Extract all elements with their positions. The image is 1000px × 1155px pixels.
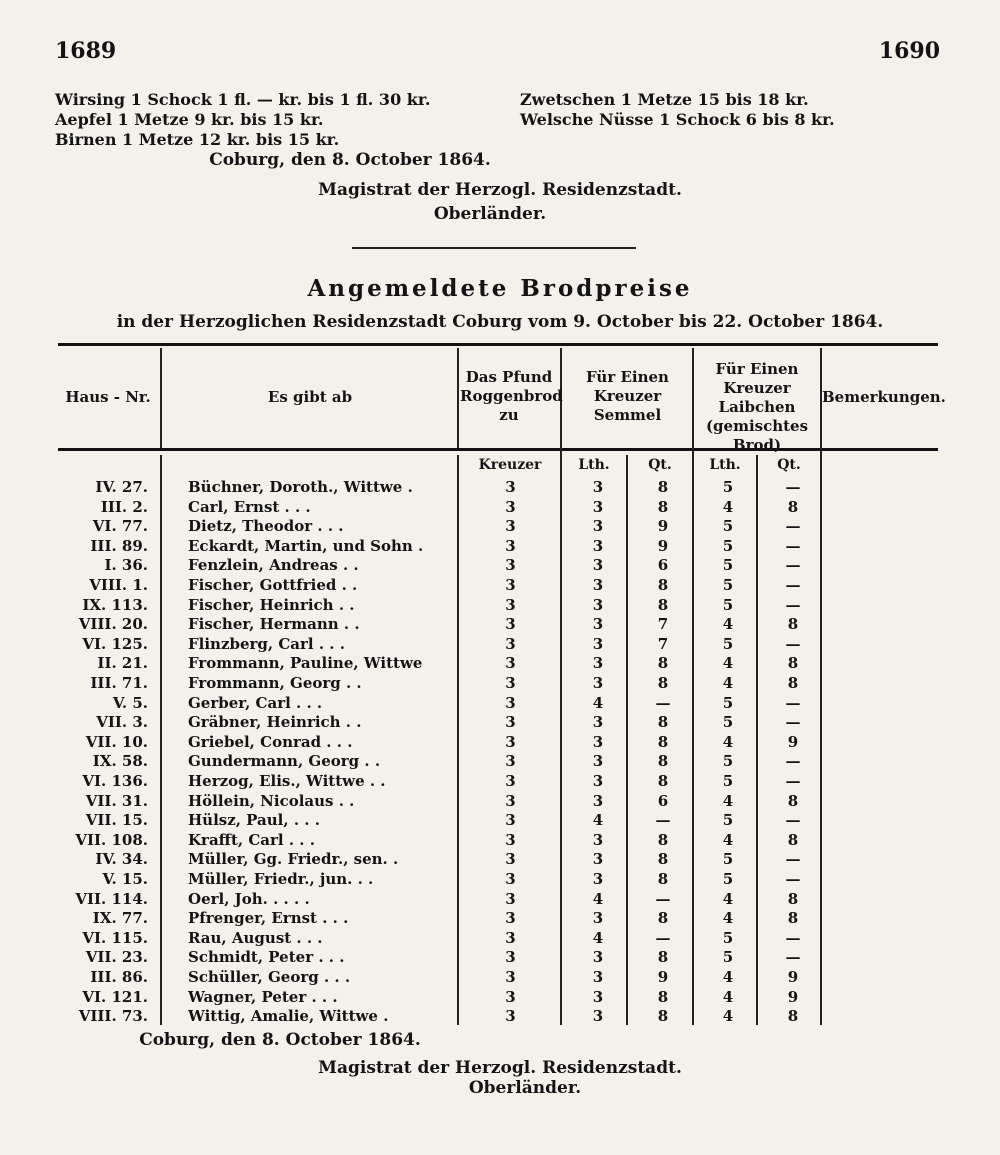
roggen-price-cell: 3 [505,732,516,751]
haus-cell: IX. 77. [92,909,148,928]
table-row [58,752,938,772]
laibchen-loth-cell: 4 [722,654,734,673]
laibchen-loth-cell: 5 [722,556,734,575]
roggen-price-cell: 3 [505,576,516,594]
name-cell: Eckardt, Martin, und Sohn . [188,536,424,555]
haus-cell: VI. 115. [82,928,148,947]
price-line: Birnen 1 Metze 12 kr. bis 15 kr. [55,130,340,149]
laibchen-quent-cell: — [785,713,801,732]
haus-cell: VI. 77. [92,517,148,536]
price-line: Welsche Nüsse 1 Schock 6 bis 8 kr. [520,110,835,129]
roggen-price-cell: 3 [505,615,516,634]
haus-cell: VII. 31. [85,791,148,810]
laibchen-quent-cell: 8 [787,889,799,908]
semmel-loth-cell: 3 [592,752,604,771]
semmel-quent-cell: — [655,693,671,712]
roggen-price-cell: 3 [505,497,516,516]
semmel-quent-cell: 9 [657,536,669,555]
semmel-quent-cell: — [655,928,671,947]
roggen-price-cell: 3 [505,654,516,673]
roggen-price-cell: 3 [505,791,516,810]
bread-prices-subtitle: in der Herzoglichen Residenzstadt Coburg vom 9. October bis 22. October 1864. [116,312,884,332]
page-number-left: 1689 [55,38,117,64]
roggen-price-cell: 3 [505,752,516,771]
laibchen-quent-cell: 8 [787,654,799,673]
haus-cell: III. 2. [100,497,148,516]
roggen-price-cell: 3 [505,948,516,967]
semmel-loth-cell: 3 [592,968,604,986]
price-line: Wirsing 1 Schock 1 fl. — kr. bis 1 fl. 30 kr. [55,90,431,109]
haus-cell: VII. 10. [85,732,148,751]
roggen-price-cell: 3 [505,556,516,575]
name-cell: Höllein, Nicolaus . . [188,791,355,810]
laibchen-quent-cell: 8 [787,615,799,634]
haus-cell: VI. 125. [82,634,148,653]
roggen-price-cell: 3 [505,987,516,1006]
roggen-price-cell: 3 [505,1007,516,1026]
table-row [58,615,938,635]
laibchen-quent-cell: — [785,850,801,869]
laibchen-quent-cell: — [785,870,801,888]
name-cell: Hülsz, Paul, . . . [188,811,320,830]
table-row [58,537,938,557]
haus-cell: VIII. 1. [89,576,148,594]
header-haus: Haus - Nr. [65,388,151,406]
haus-cell: VII. 108. [75,830,148,849]
name-cell: Müller, Friedr., jun. . . [188,870,374,888]
semmel-loth-cell: 3 [592,1007,604,1026]
haus-cell: VI. 136. [82,772,148,790]
table-row [58,792,938,812]
semmel-loth-cell: 4 [592,693,604,712]
haus-cell: VI. 121. [82,987,148,1006]
name-cell: Carl, Ernst . . . [188,497,311,516]
unit-roggen: Kreuzer [478,457,542,473]
semmel-loth-cell: 3 [592,830,604,849]
name-cell: Frommann, Georg . . [188,674,362,692]
name-cell: Schmidt, Peter . . . [188,948,345,967]
roggen-price-cell: 3 [505,928,516,947]
table-row [58,498,938,518]
unit-semmel-quent: Qt. [648,457,672,473]
laibchen-quent-cell: 8 [787,497,799,516]
laibchen-loth-cell: 4 [722,987,734,1006]
table-row [58,988,938,1008]
roggen-price-cell: 3 [505,634,516,653]
haus-cell: VII. 15. [85,811,148,830]
haus-cell: IX. 58. [92,752,148,771]
semmel-loth-cell: 3 [592,517,604,536]
notice2-date: Coburg, den 8. October 1864. [139,1030,421,1050]
semmel-quent-cell: 8 [657,850,669,869]
column-divider [457,348,459,448]
laibchen-loth-cell: 4 [722,732,734,751]
semmel-quent-cell: 8 [657,830,669,849]
laibchen-quent-cell: — [785,752,801,771]
name-cell: Müller, Gg. Friedr., sen. . [188,850,399,869]
haus-cell: V. 15. [102,870,148,888]
laibchen-quent-cell: 8 [787,909,799,928]
laibchen-loth-cell: 5 [722,693,734,712]
laibchen-loth-cell: 5 [722,772,734,790]
laibchen-loth-cell: 4 [722,497,734,516]
semmel-quent-cell: 8 [657,909,669,928]
table-row [58,831,938,851]
roggen-price-cell: 3 [505,870,516,888]
name-cell: Herzog, Elis., Wittwe . . [188,772,386,790]
semmel-loth-cell: 3 [592,713,604,732]
laibchen-quent-cell: — [785,948,801,967]
roggen-price-cell: 3 [505,850,516,869]
laibchen-quent-cell: 9 [787,968,799,986]
laibchen-quent-cell: — [785,576,801,594]
table-row [58,890,938,910]
laibchen-loth-cell: 4 [722,674,734,692]
semmel-quent-cell: 8 [657,870,669,888]
roggen-price-cell: 3 [505,772,516,790]
semmel-loth-cell: 3 [592,654,604,673]
semmel-loth-cell: 4 [592,928,604,947]
semmel-loth-cell: 3 [592,576,604,594]
semmel-loth-cell: 3 [592,634,604,653]
laibchen-loth-cell: 4 [722,791,734,810]
table-row [58,870,938,890]
bread-prices-title: Angemeldete Brodpreise [307,275,693,302]
laibchen-quent-cell: — [785,928,801,947]
semmel-quent-cell: 8 [657,772,669,790]
name-cell: Griebel, Conrad . . . [188,732,353,751]
semmel-loth-cell: 3 [592,556,604,575]
name-cell: Schüller, Georg . . . [188,968,351,986]
notice1-authority: Magistrat der Herzogl. Residenzstadt. [318,180,682,200]
table-row [58,596,938,616]
unit-semmel-loth: Lth. [578,457,610,473]
header-name: Es gibt ab [267,388,353,406]
semmel-loth-cell: 3 [592,772,604,790]
table-row [58,556,938,576]
semmel-loth-cell: 3 [592,478,604,496]
name-cell: Frommann, Pauline, Wittwe [188,654,423,673]
roggen-price-cell: 3 [505,517,516,536]
semmel-quent-cell: 9 [657,968,669,986]
name-cell: Fenzlein, Andreas . . [188,556,359,575]
semmel-quent-cell: 8 [657,576,669,594]
table-row [58,478,938,498]
table-row [58,948,938,968]
roggen-price-cell: 3 [505,830,516,849]
laibchen-loth-cell: 5 [722,478,734,496]
name-cell: Gundermann, Georg . . [188,752,381,771]
page-number-right: 1690 [878,38,940,64]
semmel-quent-cell: 7 [657,634,669,653]
roggen-price-cell: 3 [505,693,516,712]
semmel-loth-cell: 3 [592,732,604,751]
haus-cell: VII. 3. [96,713,148,732]
roggen-price-cell: 3 [505,536,516,555]
table-row [58,517,938,537]
semmel-loth-cell: 3 [592,870,604,888]
laibchen-loth-cell: 5 [722,850,734,869]
semmel-loth-cell: 3 [592,497,604,516]
name-cell: Gräbner, Heinrich . . [188,713,362,732]
laibchen-quent-cell: — [785,595,801,614]
roggen-price-cell: 3 [505,909,516,928]
name-cell: Flinzberg, Carl . . . [188,634,345,653]
column-divider [160,348,162,448]
header-semmel: Für Einen Kreuzer Semmel [586,368,669,424]
market-prices-right [520,90,835,130]
laibchen-loth-cell: 5 [722,948,734,967]
notice2-authority: Magistrat der Herzogl. Residenzstadt. [318,1058,682,1078]
table-row [58,909,938,929]
section-divider [352,247,636,249]
name-cell: Fischer, Gottfried . . [188,576,358,594]
name-cell: Gerber, Carl . . . [188,693,323,712]
laibchen-loth-cell: 5 [722,811,734,830]
name-cell: Wittig, Amalie, Wittwe . [188,1007,389,1026]
unit-laibchen-loth: Lth. [709,457,741,473]
roggen-price-cell: 3 [505,478,516,496]
semmel-quent-cell: 8 [657,987,669,1006]
market-prices-left [55,90,430,150]
laibchen-quent-cell: 8 [787,791,799,810]
name-cell: Fischer, Hermann . . [188,615,360,634]
roggen-price-cell: 3 [505,968,516,986]
table-row [58,674,938,694]
semmel-quent-cell: — [655,811,671,830]
laibchen-quent-cell: — [785,517,801,536]
roggen-price-cell: 3 [505,811,516,830]
table-row [58,733,938,753]
haus-cell: III. 71. [90,674,148,692]
laibchen-quent-cell: — [785,536,801,555]
roggen-price-cell: 3 [505,713,516,732]
haus-cell: VIII. 73. [78,1007,148,1026]
laibchen-loth-cell: 5 [722,595,734,614]
laibchen-loth-cell: 5 [722,576,734,594]
semmel-quent-cell: 6 [657,556,669,575]
table-row [58,654,938,674]
laibchen-quent-cell: — [785,478,801,496]
semmel-quent-cell: 8 [657,654,669,673]
semmel-quent-cell: 8 [657,948,669,967]
semmel-loth-cell: 3 [592,987,604,1006]
header-bemerkungen: Bemerkungen. [822,388,946,406]
table-row [58,576,938,596]
laibchen-loth-cell: 5 [722,536,734,555]
header-roggen: Das Pfund Roggenbrod zu [460,368,563,424]
haus-cell: IX. 113. [82,595,148,614]
semmel-quent-cell: 8 [657,497,669,516]
laibchen-quent-cell: — [785,556,801,575]
roggen-price-cell: 3 [505,674,516,692]
table-row [58,811,938,831]
haus-cell: II. 21. [97,654,148,673]
haus-cell: VIII. 20. [78,615,148,634]
semmel-loth-cell: 3 [592,791,604,810]
laibchen-quent-cell: — [785,811,801,830]
laibchen-quent-cell: — [785,772,801,790]
name-cell: Oerl, Joh. . . . . [188,889,310,908]
price-line: Aepfel 1 Metze 9 kr. bis 15 kr. [55,110,324,129]
table-top-rule [58,343,938,346]
haus-cell: VII. 114. [75,889,148,908]
semmel-quent-cell: 8 [657,674,669,692]
semmel-loth-cell: 3 [592,674,604,692]
roggen-price-cell: 3 [505,889,516,908]
notice1-date: Coburg, den 8. October 1864. [209,150,491,170]
semmel-quent-cell: — [655,889,671,908]
price-line: Zwetschen 1 Metze 15 bis 18 kr. [520,90,809,109]
table-row [58,713,938,733]
haus-cell: III. 89. [90,536,148,555]
laibchen-loth-cell: 4 [722,968,734,986]
semmel-quent-cell: 8 [657,478,669,496]
table-row [58,694,938,714]
table-row [58,772,938,792]
laibchen-loth-cell: 4 [722,889,734,908]
laibchen-loth-cell: 5 [722,713,734,732]
haus-cell: III. 86. [90,968,148,986]
laibchen-loth-cell: 5 [722,634,734,653]
laibchen-quent-cell: 8 [787,674,799,692]
name-cell: Krafft, Carl . . . [188,830,315,849]
laibchen-quent-cell: 9 [787,732,799,751]
semmel-quent-cell: 8 [657,595,669,614]
laibchen-quent-cell: 8 [787,1007,799,1026]
semmel-quent-cell: 6 [657,791,669,810]
semmel-loth-cell: 3 [592,595,604,614]
semmel-quent-cell: 8 [657,713,669,732]
haus-cell: IV. 27. [95,478,148,496]
laibchen-quent-cell: — [785,634,801,653]
table-row [58,635,938,655]
haus-cell: IV. 34. [95,850,148,869]
roggen-price-cell: 3 [505,595,516,614]
name-cell: Wagner, Peter . . . [188,987,338,1006]
laibchen-quent-cell: — [785,693,801,712]
semmel-loth-cell: 4 [592,811,604,830]
laibchen-loth-cell: 4 [722,615,734,634]
notice2-signer: Oberländer. [468,1078,582,1098]
table-row [58,968,938,988]
semmel-quent-cell: 8 [657,752,669,771]
name-cell: Pfrenger, Ernst . . . [188,909,349,928]
laibchen-loth-cell: 5 [722,752,734,771]
table-row [58,929,938,949]
laibchen-loth-cell: 5 [722,870,734,888]
laibchen-loth-cell: 4 [722,830,734,849]
haus-cell: VII. 23. [85,948,148,967]
laibchen-loth-cell: 4 [722,1007,734,1026]
laibchen-quent-cell: 9 [787,987,799,1006]
table-row [58,850,938,870]
laibchen-loth-cell: 5 [722,517,734,536]
semmel-quent-cell: 8 [657,732,669,751]
unit-laibchen-quent: Qt. [777,457,801,473]
semmel-quent-cell: 9 [657,517,669,536]
header-laibchen: Für Einen Kreuzer Laibchen (gemischtes Brod) [705,360,809,454]
semmel-loth-cell: 3 [592,615,604,634]
haus-cell: I. 36. [104,556,148,575]
semmel-loth-cell: 4 [592,889,604,908]
semmel-quent-cell: 8 [657,1007,669,1026]
semmel-quent-cell: 7 [657,615,669,634]
semmel-loth-cell: 3 [592,850,604,869]
name-cell: Büchner, Doroth., Wittwe . [188,478,413,496]
laibchen-loth-cell: 5 [722,928,734,947]
semmel-loth-cell: 3 [592,909,604,928]
name-cell: Fischer, Heinrich . . [188,595,355,614]
name-cell: Dietz, Theodor . . . [188,517,344,536]
notice1-signer: Oberländer. [433,204,547,224]
haus-cell: V. 5. [112,693,148,712]
laibchen-loth-cell: 4 [722,909,734,928]
semmel-loth-cell: 3 [592,536,604,555]
laibchen-quent-cell: 8 [787,830,799,849]
table-row [58,1007,938,1027]
semmel-loth-cell: 3 [592,948,604,967]
name-cell: Rau, August . . . [188,928,323,947]
